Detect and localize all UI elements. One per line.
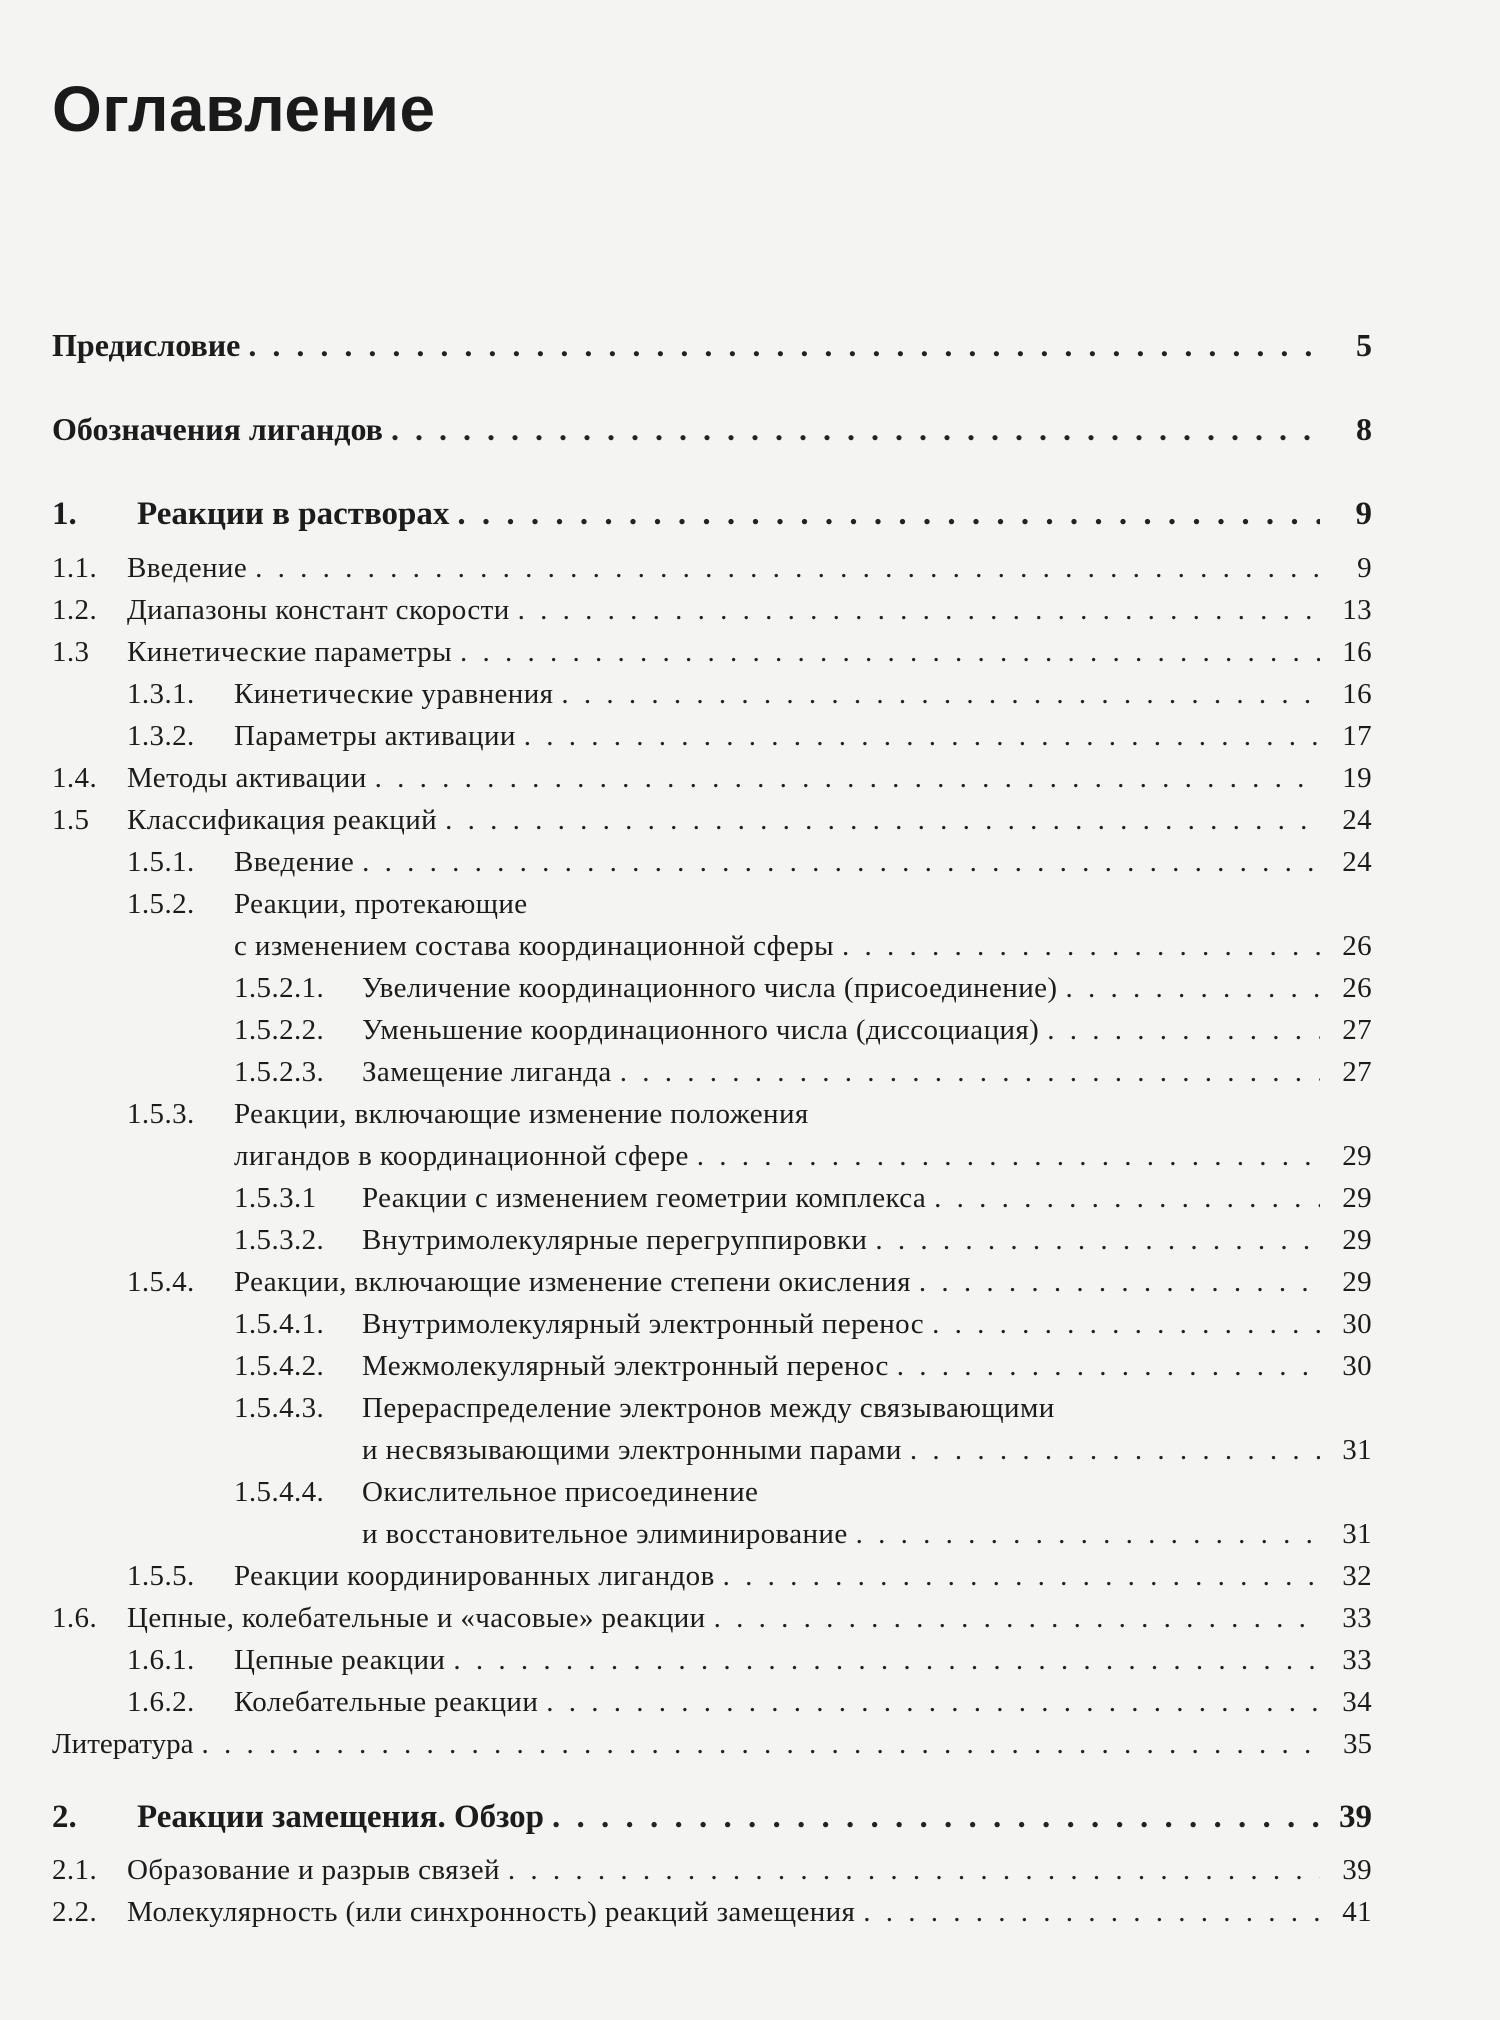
toc-entry-number: 1.6.1.: [127, 1644, 195, 1676]
toc-entry-number: 1.1.: [52, 552, 98, 584]
toc-entry-s1_5_3_1: [52, 1179, 1372, 1217]
toc-entry-preface: [52, 326, 1372, 364]
toc-entry-page-number: 16: [1342, 678, 1372, 710]
toc-entry-title: Реакции координированных лигандов: [234, 1560, 715, 1592]
toc-entry-s1_5_5: [52, 1557, 1372, 1595]
toc-entry-title: и несвязывающими электронными парами: [362, 1434, 902, 1466]
toc-entry-number: 1.5.2.2.: [234, 1014, 325, 1046]
dot-leader: [863, 1893, 1320, 1931]
dot-leader: [508, 1851, 1320, 1889]
toc-entry-s1_5_4_3b: [52, 1431, 1372, 1469]
toc-entry-number: 1.6.: [52, 1602, 98, 1634]
toc-entry-number: 1.3: [52, 636, 90, 668]
toc-entry-title: Параметры активации: [234, 720, 516, 752]
toc-entry-title: Уменьшение координационного числа (диссоциация): [362, 1014, 1040, 1046]
dot-leader: [524, 717, 1320, 755]
toc-entry-s1_5_2b: [52, 927, 1372, 965]
toc-entry-title: Кинетические параметры: [127, 636, 453, 668]
toc-entry-title: Внутримолекулярный электронный перенос: [362, 1308, 925, 1340]
toc-entry-s1_5_3a: [52, 1095, 1372, 1133]
toc-entry-page-number: 29: [1342, 1266, 1372, 1298]
dot-leader: [391, 410, 1320, 448]
toc-entry-s1_5_4_3a: [52, 1389, 1372, 1427]
toc-entry-number: 1.5.3.1: [234, 1182, 317, 1214]
toc-entry-number: 2.2.: [52, 1896, 98, 1928]
toc-entry-s1_3_2: [52, 717, 1372, 755]
page-title: Оглавление: [52, 73, 436, 145]
toc-entry-title: Межмолекулярный электронный перенос: [362, 1350, 889, 1382]
toc-entry-title: Введение: [234, 846, 355, 878]
toc-entry-number: 1.5.4.: [127, 1266, 195, 1298]
toc-entry-number: 1.5.3.2.: [234, 1224, 325, 1256]
toc-entry-number: 1.5.4.3.: [234, 1392, 325, 1424]
dot-leader: [934, 1179, 1320, 1217]
dot-leader: [518, 591, 1320, 629]
toc-entry-s1_3: [52, 633, 1372, 671]
dot-leader: [919, 1263, 1320, 1301]
toc-entry-number: 1.5.3.: [127, 1098, 195, 1130]
toc-entry-page-number: 31: [1342, 1518, 1372, 1550]
toc-entry-lit1: [52, 1725, 1372, 1763]
toc-entry-s1_5_2a: [52, 885, 1372, 923]
toc-entry-number: 2.: [52, 1799, 77, 1835]
toc-entry-s1_2: [52, 591, 1372, 629]
toc-entry-number: 1.5.4.4.: [234, 1476, 325, 1508]
dot-leader: [445, 801, 1320, 839]
toc-entry-s2_2: [52, 1893, 1372, 1931]
toc-entry-s1_5_3_2: [52, 1221, 1372, 1259]
toc-entry-title: с изменением состава координационной сферы: [234, 930, 835, 962]
toc-entry-title: Реакции, включающие изменение степени окисления: [234, 1266, 911, 1298]
dot-leader: [723, 1557, 1320, 1595]
dot-leader: [875, 1221, 1320, 1259]
toc-entry-s1_6_2: [52, 1683, 1372, 1721]
toc-entry-page-number: 39: [1339, 1799, 1372, 1835]
toc-entry-page-number: 9: [1357, 552, 1372, 584]
toc-entry-page-number: 34: [1342, 1686, 1372, 1718]
dot-leader: [375, 759, 1320, 797]
dot-leader: [552, 1798, 1320, 1836]
toc-entry-s1_5_4_4b: [52, 1515, 1372, 1553]
toc-entry-number: 1.5.5.: [127, 1560, 195, 1592]
toc-entry-page-number: 13: [1342, 594, 1372, 626]
toc-entry-page-number: 19: [1342, 762, 1372, 794]
toc-entry-title: Молекулярность (или синхронность) реакций замещения: [127, 1896, 856, 1928]
dot-leader: [697, 1137, 1320, 1175]
toc-entry-s1_5: [52, 801, 1372, 839]
toc-entry-title: Окислительное присоединение: [362, 1476, 759, 1508]
toc-entry-s1_5_4_4a: [52, 1473, 1372, 1511]
dot-leader: [248, 326, 1320, 364]
toc-entry-title: Колебательные реакции: [234, 1686, 539, 1718]
toc-entry-s1_6: [52, 1599, 1372, 1637]
toc-entry-title: Цепные реакции: [234, 1644, 446, 1676]
toc-entry-page-number: 33: [1342, 1602, 1372, 1634]
toc-entry-page-number: 32: [1342, 1560, 1372, 1592]
toc-entry-page-number: 5: [1356, 327, 1372, 363]
toc-entry-s1_4: [52, 759, 1372, 797]
dot-leader: [1065, 969, 1320, 1007]
dot-leader: [842, 927, 1320, 965]
toc-entry-title: Внутримолекулярные перегруппировки: [362, 1224, 868, 1256]
dot-leader: [910, 1431, 1320, 1469]
toc-entry-number: 1.5.2.: [127, 888, 195, 920]
toc-entry-number: 1.5.4.1.: [234, 1308, 325, 1340]
dot-leader: [856, 1515, 1320, 1553]
dot-leader: [561, 675, 1320, 713]
toc-entry-s1_5_3b: [52, 1137, 1372, 1175]
toc-entry-page-number: 27: [1342, 1014, 1372, 1046]
toc-entry-page-number: 35: [1343, 1728, 1372, 1760]
dot-leader: [1047, 1011, 1320, 1049]
toc-entry-title: Реакции в растворах: [137, 496, 450, 532]
toc-entry-page-number: 31: [1342, 1434, 1372, 1466]
toc-entry-ch2: [52, 1798, 1372, 1836]
toc-entry-page-number: 26: [1342, 930, 1372, 962]
toc-entry-s1_5_2_3: [52, 1053, 1372, 1091]
toc-entry-number: 1.5: [52, 804, 90, 836]
toc-entry-page-number: 39: [1342, 1854, 1372, 1886]
toc-entry-s1_5_4: [52, 1263, 1372, 1301]
toc-entry-s1_1: [52, 549, 1372, 587]
toc-entry-title: Замещение лиганда: [362, 1056, 612, 1088]
toc-entry-title: Обозначения лигандов: [52, 411, 383, 447]
toc-entry-page-number: 30: [1342, 1308, 1372, 1340]
toc-entry-page-number: 17: [1342, 720, 1372, 752]
dot-leader: [202, 1725, 1320, 1763]
toc-entry-s1_5_4_1: [52, 1305, 1372, 1343]
toc-entry-s1_3_1: [52, 675, 1372, 713]
toc-entry-title: Образование и разрыв связей: [127, 1854, 500, 1886]
dot-leader: [460, 633, 1320, 671]
toc-entry-title: Введение: [127, 552, 248, 584]
toc-entry-title: Литература: [52, 1728, 194, 1760]
toc-entry-s1_5_2_2: [52, 1011, 1372, 1049]
toc-entry-page-number: 24: [1342, 846, 1372, 878]
toc-entry-title: Реакции с изменением геометрии комплекса: [362, 1182, 927, 1214]
toc-entry-title: Реакции, включающие изменение положения: [234, 1098, 809, 1130]
dot-leader: [362, 843, 1320, 881]
toc-entry-page-number: 16: [1342, 636, 1372, 668]
toc-entry-title: Цепные, колебательные и «часовые» реакции: [127, 1602, 706, 1634]
toc-entry-s1_6_1: [52, 1641, 1372, 1679]
toc-entry-page-number: 9: [1355, 496, 1372, 532]
toc-entry-page-number: 27: [1342, 1056, 1372, 1088]
toc-entry-ch1: [52, 495, 1372, 533]
toc-entry-number: 1.6.2.: [127, 1686, 195, 1718]
toc-entry-number: 1.5.1.: [127, 846, 195, 878]
toc-entry-number: 1.5.4.2.: [234, 1350, 325, 1382]
toc-entry-page-number: 8: [1356, 411, 1372, 447]
toc-entry-s2_1: [52, 1851, 1372, 1889]
toc-entry-page-number: 29: [1342, 1182, 1372, 1214]
dot-leader: [932, 1305, 1320, 1343]
toc-entry-title: Реакции замещения. Обзор: [137, 1799, 545, 1835]
toc-entry-title: Перераспределение электронов между связывающими: [362, 1392, 1055, 1424]
dot-leader: [897, 1347, 1320, 1385]
toc-entry-number: 1.3.2.: [127, 720, 195, 752]
dot-leader: [546, 1683, 1320, 1721]
dot-leader: [255, 549, 1320, 587]
toc-entry-s1_5_2_1: [52, 969, 1372, 1007]
toc-entry-page-number: 26: [1342, 972, 1372, 1004]
toc-entry-title: лигандов в координационной сфере: [234, 1140, 689, 1172]
toc-entry-s1_5_4_2: [52, 1347, 1372, 1385]
dot-leader: [457, 495, 1320, 533]
toc-entry-title: Кинетические уравнения: [234, 678, 554, 710]
toc-entry-title: и восстановительное элиминирование: [362, 1518, 848, 1550]
toc-entry-title: Реакции, протекающие: [234, 888, 528, 920]
toc-entry-s1_5_1: [52, 843, 1372, 881]
toc-entry-page-number: 24: [1342, 804, 1372, 836]
toc-entry-page-number: 41: [1342, 1896, 1372, 1928]
toc-entry-number: 1.5.2.1.: [234, 972, 325, 1004]
toc-entry-title: Увеличение координационного числа (присоединение): [362, 972, 1058, 1004]
toc-entry-title: Методы активации: [127, 762, 367, 794]
dot-leader: [453, 1641, 1320, 1679]
toc-entry-title: Классификация реакций: [127, 804, 438, 836]
toc-entry-number: 1.: [52, 496, 77, 532]
toc-entry-number: 1.5.2.3.: [234, 1056, 325, 1088]
toc-entry-title: Предисловие: [52, 327, 241, 363]
toc-entry-number: 1.4.: [52, 762, 98, 794]
toc-entry-number: 1.2.: [52, 594, 98, 626]
toc-entry-page-number: 29: [1342, 1140, 1372, 1172]
toc-entry-number: 2.1.: [52, 1854, 98, 1886]
dot-leader: [714, 1599, 1320, 1637]
toc-entry-ligands: [52, 410, 1372, 448]
toc-entry-page-number: 30: [1342, 1350, 1372, 1382]
toc-entry-number: 1.3.1.: [127, 678, 195, 710]
toc-entry-page-number: 33: [1342, 1644, 1372, 1676]
dot-leader: [620, 1053, 1320, 1091]
toc-entry-page-number: 29: [1342, 1224, 1372, 1256]
toc-entry-title: Диапазоны констант скорости: [127, 594, 510, 626]
